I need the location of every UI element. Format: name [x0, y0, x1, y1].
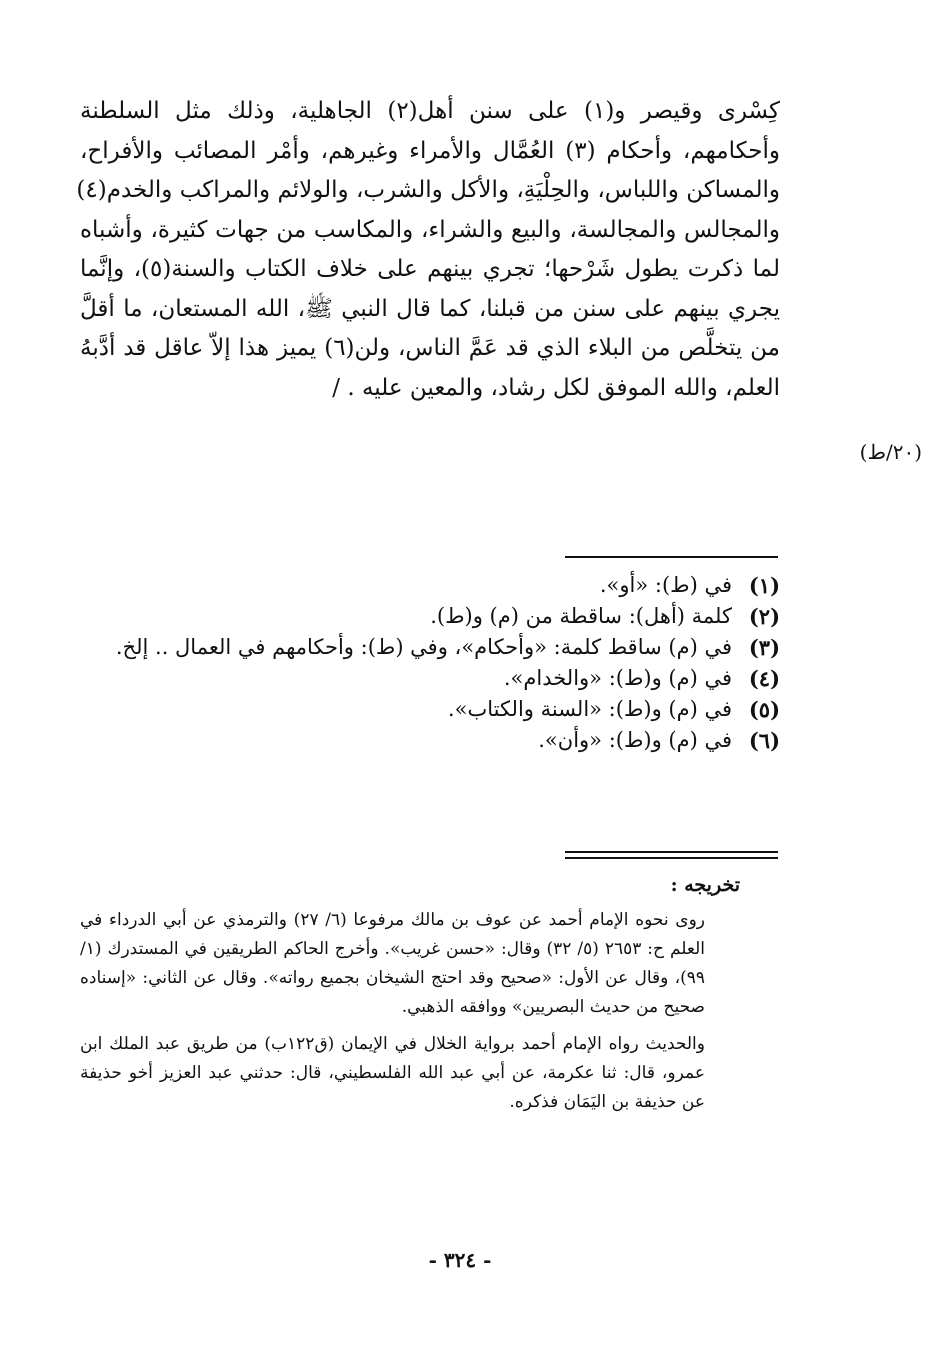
footnote-item: [100, 725, 780, 756]
footnote-number: (٦): [748, 728, 780, 753]
main-text-line: والمساكن واللباس، والحِلْيَةِ، والأكل والشرب، والولائم والمراكب والخدم(٤): [76, 177, 780, 203]
footnote-item: [100, 663, 780, 694]
takhrij-paragraph: روى نحوه الإمام أحمد عن عوف بن مالك مرفوعا (٦/ ٢٧) والترمذي عن أبي الدرداء في العلم ح: ٢٦٥٣ (٥/ ٣٢) وقال: «حسن غريب». وأخرج الحاكم الطريقين في المستدرك (١/ ٩٩)، وقال عن الأول: «صحيح وقد احتج الشيخان بجميع رواته». وقال عن الثاني: «إسناده صحيح من حديث البصريين» ووافقه الذهبي.: [80, 910, 706, 1017]
footnote-text: في (ط): «أو».: [599, 573, 732, 597]
main-text: [76, 92, 781, 408]
footnote-item: [100, 694, 780, 725]
main-text-line: وأحكامهم، وأحكام (٣) العُمَّال والأمراء وغيرهم، وأمْر المصائب والأفراح،: [80, 137, 780, 164]
main-text-line: العلم، والله الموفق لكل رشاد، والمعين عليه . /: [332, 374, 780, 401]
main-text-line: لما ذكرت يطول شَرْحها؛ تجري بينهم على خلاف الكتاب والسنة(٥)، وإنَّما: [80, 256, 780, 282]
footnote-text: في (م) و(ط): «والخدام».: [503, 666, 732, 690]
main-text-line: كِسْرى وقيصر و(١) على سنن أهل(٢) الجاهلية، وذلك مثل السلطنة: [80, 98, 781, 124]
footnote-number: (٥): [748, 697, 780, 722]
footnote-number: (٤): [748, 666, 780, 691]
takhrij-title: تخريجه :: [670, 874, 740, 896]
footnote-item: [100, 570, 780, 601]
footnote-item: [100, 601, 780, 632]
footnote-text: في (م) و(ط): «السنة والكتاب».: [447, 697, 732, 721]
footnote-text: كلمة (أهل): ساقطة من (م) و(ط).: [430, 604, 732, 628]
footnote-number: (٢): [748, 604, 780, 629]
footnote-item: [100, 632, 780, 663]
footnotes: [100, 570, 780, 756]
main-text-line: يجري بينهم على سنن من قبلنا، كما قال النبي ﷺ، الله المستعان، ما أقلَّ: [80, 295, 780, 322]
footnote-divider: [565, 556, 778, 558]
footnote-number: (١): [748, 573, 780, 598]
main-text-line: من يتخلَّص من البلاء الذي قد عَمَّ الناس، ولن(٦) يميز هذا إلاّ عاقل قد أدَّبهُ: [80, 335, 780, 361]
main-text-line: والمجالس والمجالسة، والبيع والشراء، والمكاسب من جهات كثيرة، وأشباه: [80, 216, 780, 243]
takhrij-divider-top: [565, 851, 778, 853]
takhrij-text: [80, 906, 705, 1125]
page-number: - ٣٢٤ -: [428, 1248, 492, 1272]
margin-note: (٢٠/ط): [859, 440, 922, 464]
footnote-text: في (م) ساقط كلمة: «وأحكام»، وفي (ط): وأحكامهم في العمال .. إلخ.: [115, 635, 732, 659]
takhrij-paragraph: والحديث رواه الإمام أحمد برواية الخلال في الإيمان (ق١٢٢ب) من طريق عبد الملك ابن عمرو، قال: ثنا عكرمة، عن أبي عبد الله الفلسطيني، قال: حدثني عبد العزيز أخو حذيفة عن حذيفة بن اليَمَان فذكره.: [80, 1034, 705, 1112]
footnote-number: (٣): [748, 635, 780, 660]
footnote-text: في (م) و(ط): «وأن».: [538, 728, 732, 752]
takhrij-divider-bottom: [565, 857, 778, 859]
